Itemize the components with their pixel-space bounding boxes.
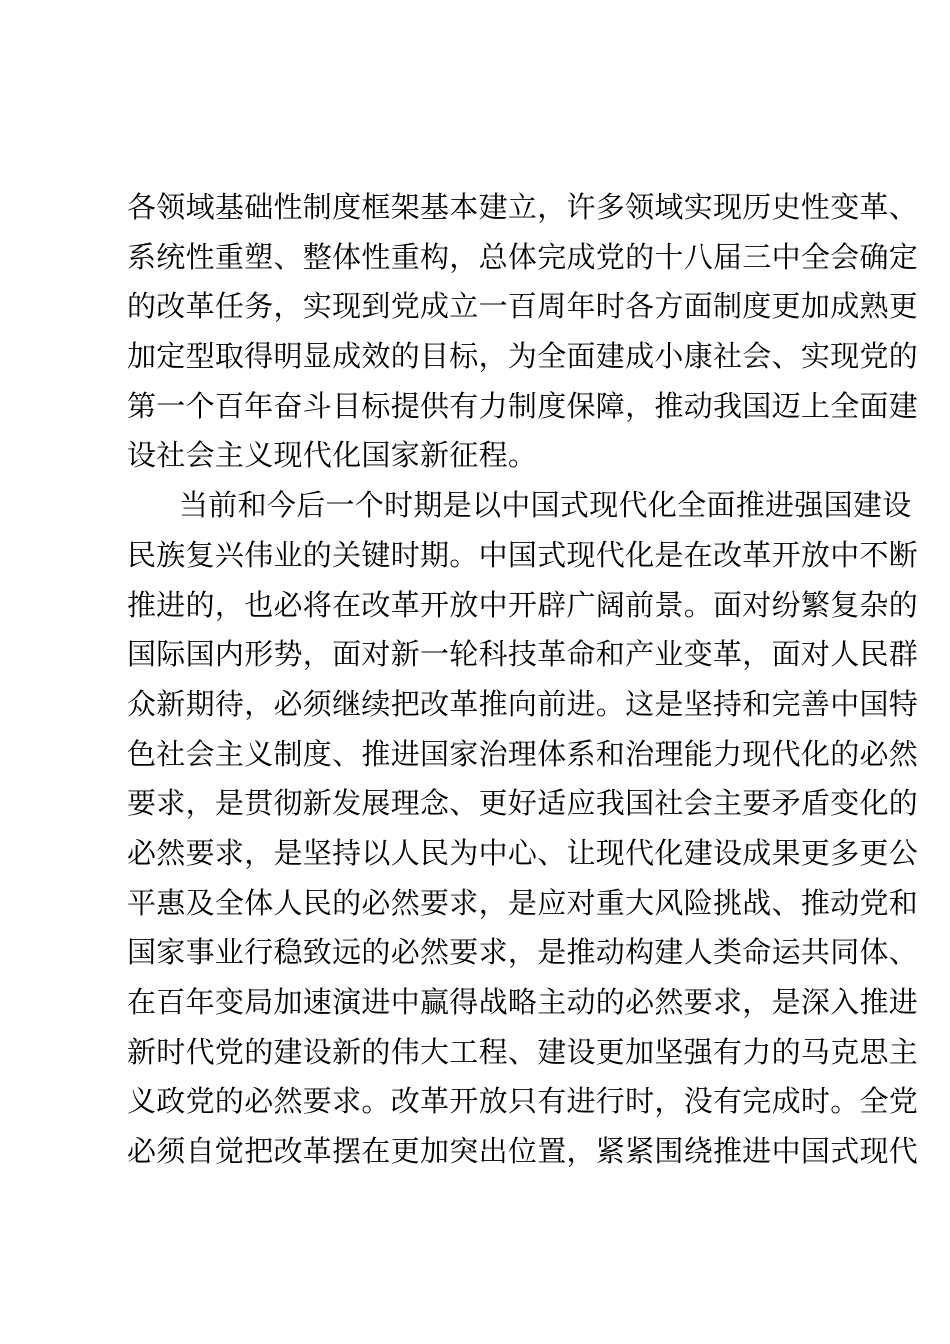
text-line: 义政党的必然要求。改革开放只有进行时，没有完成时。全党: [127, 1084, 919, 1119]
text-line: 要求，是贯彻新发展理念、更好适应我国社会主要矛盾变化的: [127, 786, 919, 821]
text-line: 推进的，也必将在改革开放中开辟广阔前景。面对纷繁复杂的: [127, 587, 919, 622]
text-line: 众新期待，必须继续把改革推向前进。这是坚持和完善中国特: [127, 686, 919, 721]
text-line: 加定型取得明显成效的目标，为全面建成小康社会、实现党的: [127, 339, 919, 374]
text-line: 在百年变局加速演进中赢得战略主动的必然要求，是深入推进: [127, 985, 919, 1019]
text-line: 色社会主义制度、推进国家治理体系和治理能力现代化的必然: [127, 736, 919, 771]
text-line: 设社会主义现代化国家新征程。: [127, 438, 538, 473]
text-line: 各领域基础性制度框架基本建立，许多领域实现历史性变革、: [127, 190, 919, 224]
body-text: [127, 183, 919, 1177]
text-line: 必然要求，是坚持以人民为中心、让现代化建设成果更多更公: [127, 835, 919, 870]
text-line: 新时代党的建设新的伟大工程、建设更加坚强有力的马克思主: [127, 1034, 919, 1069]
text-line: 国家事业行稳致远的必然要求，是推动构建人类命运共同体、: [127, 935, 919, 970]
text-line: 第一个百年奋斗目标提供有力制度保障，推动我国迈上全面建: [127, 388, 919, 423]
text-line: 平惠及全体人民的必然要求，是应对重大风险挑战、推动党和: [127, 885, 919, 920]
paragraph-start-line: 当前和今后一个时期是以中国式现代化全面推进强国建设: [179, 488, 912, 523]
text-line: 系统性重塑、整体性重构，总体完成党的十八届三中全会确定: [127, 239, 919, 274]
text-line: 必须自觉把改革摆在更加突出位置，紧紧围绕推进中国式现代: [127, 1134, 919, 1169]
text-line: 的改革任务，实现到党成立一百周年时各方面制度更加成熟更: [127, 289, 919, 324]
text-line: 民族复兴伟业的关键时期。中国式现代化是在改革开放中不断: [127, 537, 919, 572]
text-line: 国际国内形势，面对新一轮科技革命和产业变革，面对人民群: [127, 637, 919, 672]
